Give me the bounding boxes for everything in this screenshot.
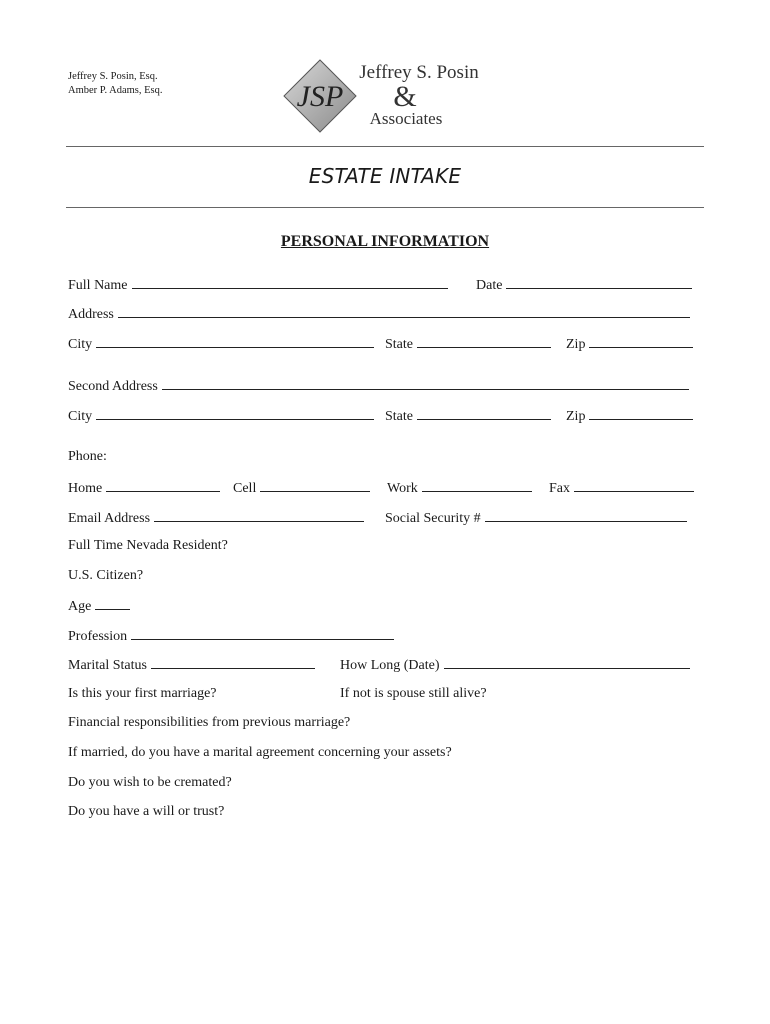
work-phone-field [387, 479, 532, 497]
zip-2-input[interactable] [589, 407, 693, 420]
marital-status-label: Marital Status [68, 658, 147, 673]
home-label: Home [68, 481, 103, 496]
logo-line1: Jeffrey S. Posin [359, 62, 479, 83]
city-label: City [68, 337, 93, 352]
state-2-input[interactable] [417, 407, 551, 420]
phone-label: Phone: [68, 449, 107, 464]
how-long-label: How Long (Date) [340, 658, 440, 673]
firm-logo [282, 56, 482, 136]
logo-monogram: JSP [296, 80, 344, 113]
address-label: Address [68, 307, 114, 322]
state-field [385, 335, 551, 353]
logo-line2: Associates [369, 109, 443, 128]
cell-label: Cell [233, 481, 257, 496]
cremation-question: Do you wish to be cremated? [68, 775, 232, 790]
logo-ampersand: & [393, 80, 417, 113]
top-rule [66, 146, 704, 147]
age-field [68, 597, 130, 615]
second-address-field [68, 377, 689, 395]
ssn-input[interactable] [485, 509, 687, 522]
section-heading: PERSONAL INFORMATION [280, 233, 490, 250]
attorney-name-1: Jeffrey S. Posin, Esq. [68, 71, 158, 82]
date-field [476, 276, 692, 294]
zip-input[interactable] [589, 335, 693, 348]
state-2-field [385, 407, 551, 425]
nevada-resident-question: Full Time Nevada Resident? [68, 538, 228, 553]
first-marriage-question: Is this your first marriage? [68, 686, 217, 701]
work-phone-input[interactable] [422, 479, 532, 492]
address-field [68, 305, 690, 323]
state-label: State [385, 337, 413, 352]
city-input[interactable] [96, 335, 374, 348]
form-title: ESTATE INTAKE [308, 164, 462, 188]
email-input[interactable] [154, 509, 364, 522]
zip-label: Zip [566, 337, 586, 352]
profession-input[interactable] [131, 627, 394, 640]
work-label: Work [387, 481, 418, 496]
ssn-label: Social Security # [385, 511, 481, 526]
full-name-label: Full Name [68, 278, 128, 293]
zip-2-field [566, 407, 693, 425]
ssn-field [385, 509, 687, 527]
state-2-label: State [385, 409, 413, 424]
full-name-field [68, 276, 448, 294]
zip-field [566, 335, 693, 353]
profession-field [68, 627, 394, 645]
how-long-field [340, 656, 690, 674]
cell-phone-field [233, 479, 370, 497]
full-name-input[interactable] [132, 276, 448, 289]
fax-input[interactable] [574, 479, 694, 492]
fax-label: Fax [549, 481, 570, 496]
second-address-input[interactable] [162, 377, 689, 390]
financial-responsibilities-question: Financial responsibilities from previous marriage? [68, 715, 351, 730]
cell-phone-input[interactable] [260, 479, 370, 492]
city-2-label: City [68, 409, 93, 424]
marital-agreement-question: If married, do you have a marital agreement concerning your assets? [68, 745, 452, 760]
city-field [68, 335, 374, 353]
city-2-field [68, 407, 374, 425]
title-rule [66, 207, 704, 208]
address-input[interactable] [118, 305, 690, 318]
home-phone-field [68, 479, 220, 497]
zip-2-label: Zip [566, 409, 586, 424]
second-address-label: Second Address [68, 379, 158, 394]
email-field [68, 509, 364, 527]
fax-field [549, 479, 694, 497]
profession-label: Profession [68, 629, 128, 644]
date-input[interactable] [506, 276, 692, 289]
spouse-alive-question: If not is spouse still alive? [340, 686, 487, 701]
attorney-names [68, 70, 163, 98]
how-long-input[interactable] [444, 656, 690, 669]
age-label: Age [68, 599, 92, 614]
email-label: Email Address [68, 511, 151, 526]
city-2-input[interactable] [96, 407, 374, 420]
marital-status-field [68, 656, 315, 674]
age-input[interactable] [95, 597, 130, 610]
date-label: Date [476, 278, 503, 293]
attorney-name-2: Amber P. Adams, Esq. [68, 85, 163, 96]
us-citizen-question: U.S. Citizen? [68, 568, 144, 583]
state-input[interactable] [417, 335, 551, 348]
home-phone-input[interactable] [106, 479, 220, 492]
marital-status-input[interactable] [151, 656, 315, 669]
will-trust-question: Do you have a will or trust? [68, 804, 225, 819]
